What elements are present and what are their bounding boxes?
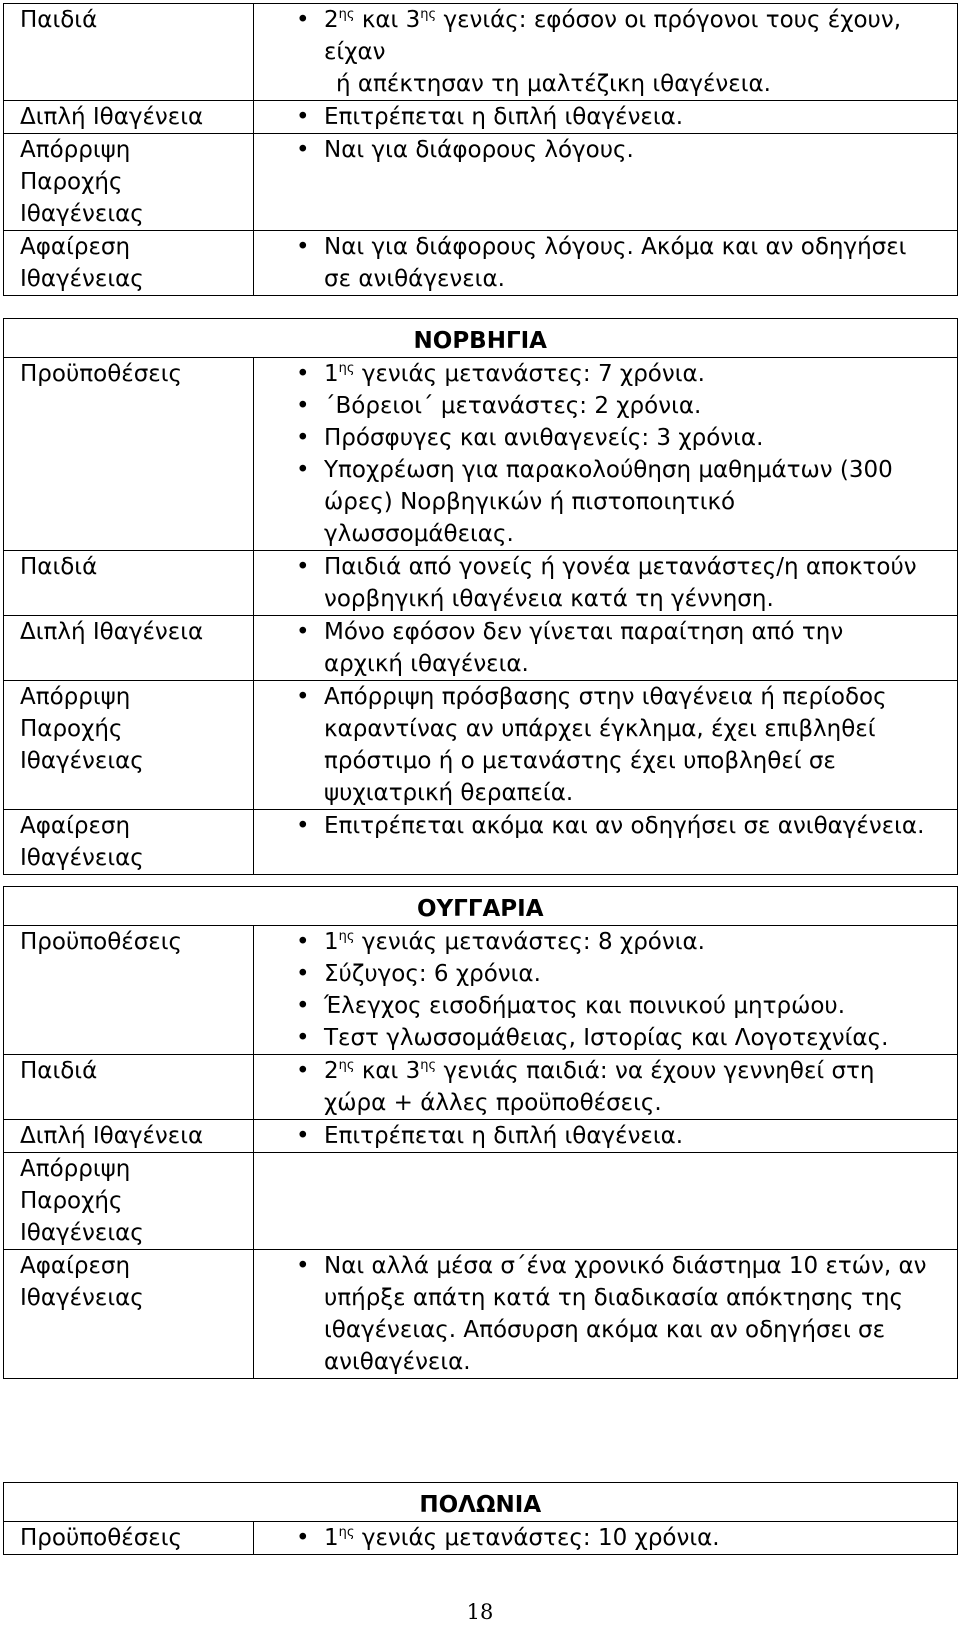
list-item (254, 681, 957, 809)
row-requirements (4, 1522, 958, 1555)
list-item (254, 551, 957, 615)
item-line: πρόστιμο ή ο μετανάστης έχει υποβληθεί σε (324, 748, 836, 774)
item-line: • Ναι για διάφορους λόγους. Ακόμα και αν οδηγήσει (324, 234, 907, 260)
row-label: Απόρριψη (20, 684, 131, 710)
malta-continuation-table (3, 3, 958, 296)
row-requirements (4, 926, 958, 1055)
row-dual-citizenship (4, 1120, 958, 1153)
item-line: • $2^{\eta\varsigma}$ και $3^{\eta\varsigma}$ γενιάς: εφόσον οι πρόγονοι τους έχουν, (324, 7, 902, 33)
item-line: νορβηγική ιθαγένεια κατά τη γέννηση. (324, 586, 774, 612)
list-item: • Επιτρέπεται η διπλή ιθαγένεια. (254, 101, 957, 133)
item-line: • Μόνο εφόσον δεν γίνεται παραίτηση από την (324, 619, 844, 645)
list-item (254, 231, 957, 295)
list-item: • ΄Βόρειοι΄ μετανάστες: 2 χρόνια. (254, 390, 957, 422)
list-item: • Επιτρέπεται ακόμα και αν οδηγήσει σε ανιθαγένεια. (254, 810, 957, 842)
list-item: • Σύζυγος: 6 χρόνια. (254, 958, 957, 990)
row-label: Διπλή Ιθαγένεια (20, 1123, 204, 1149)
item-line: • Απόρριψη πρόσβασης στην ιθαγένεια ή περίοδος (324, 684, 887, 710)
row-label: Παροχής (20, 1188, 123, 1214)
item-line: αρχική ιθαγένεια. (324, 651, 529, 677)
row-dual-citizenship (4, 616, 958, 681)
item-line: • Παιδιά από γονείς ή γονέα μετανάστες/η αποκτούν (324, 554, 917, 580)
row-label: Ιθαγένειας (20, 748, 144, 774)
row-label: Απόρριψη (20, 1156, 131, 1182)
list-item: • Επιτρέπεται η διπλή ιθαγένεια. (254, 1120, 957, 1152)
row-label: Αφαίρεση (20, 813, 131, 839)
row-label: Παροχής (20, 716, 123, 742)
list-item (254, 1055, 957, 1119)
poland-table (3, 1482, 958, 1555)
row-label: Προϋποθέσεις (20, 361, 182, 387)
item-line: είχαν (324, 39, 386, 65)
row-children (4, 4, 958, 101)
title-row (4, 319, 958, 358)
row-label: Ιθαγένειας (20, 1285, 144, 1311)
row-children (4, 1055, 958, 1120)
row-label: Παιδιά (20, 7, 98, 33)
row-dual-citizenship (4, 101, 958, 134)
row-label: Προϋποθέσεις (20, 1525, 182, 1551)
item-line: καραντίνας αν υπάρχει έγκλημα, έχει επιβληθεί (324, 716, 876, 742)
row-label: Παιδιά (20, 554, 98, 580)
item-line: χώρα + άλλες προϋποθέσεις. (324, 1090, 662, 1116)
list-item: • $1^{\eta\varsigma}$ γενιάς μετανάστες: 7 χρόνια. (254, 358, 957, 390)
row-revocation (4, 1250, 958, 1379)
row-label: Απόρριψη (20, 137, 131, 163)
item-line: • Υποχρέωση για παρακολούθηση μαθημάτων (300 (324, 457, 893, 483)
item-line: υπήρξε απάτη κατά τη διαδικασία απόκτησης της (324, 1285, 903, 1311)
item-line: ιθαγένειας. Απόσυρση ακόμα και αν οδηγήσει σε (324, 1317, 886, 1343)
row-label: Αφαίρεση (20, 234, 131, 260)
item-line: • $2^{\eta\varsigma}$ και $3^{\eta\varsigma}$ γενιάς παιδιά: να έχουν γεννηθεί στη (324, 1058, 875, 1084)
row-label: Διπλή Ιθαγένεια (20, 104, 204, 130)
list-item: • Πρόσφυγες και ανιθαγενείς: 3 χρόνια. (254, 422, 957, 454)
row-label: Παιδιά (20, 1058, 98, 1084)
list-item (254, 454, 957, 550)
norway-table (3, 318, 958, 875)
title-row (4, 1483, 958, 1522)
list-item (254, 1250, 957, 1378)
list-item: • $1^{\eta\varsigma}$ γενιάς μετανάστες: 10 χρόνια. (254, 1522, 957, 1554)
item-line: ψυχιατρική θεραπεία. (324, 780, 574, 806)
row-label: Παροχής (20, 169, 123, 195)
row-label: Προϋποθέσεις (20, 929, 182, 955)
title-row (4, 887, 958, 926)
item-line: σε ανιθάγενεια. (324, 266, 505, 292)
section-title: ΠΟΛΩΝΙΑ (419, 1492, 542, 1518)
row-refusal (4, 134, 958, 231)
row-refusal (4, 681, 958, 810)
row-children (4, 551, 958, 616)
row-revocation (4, 231, 958, 296)
list-item: • Έλεγχος εισοδήματος και ποινικού μητρώου. (254, 990, 957, 1022)
list-item (254, 4, 957, 100)
section-title: ΟΥΓΓΑΡΙΑ (416, 896, 544, 922)
section-title: ΝΟΡΒΗΓΙΑ (413, 328, 547, 354)
item-line: ή απέκτησαν τη μαλτέζικη ιθαγένεια. (336, 71, 771, 97)
row-refusal (4, 1153, 958, 1250)
row-label: Διπλή Ιθαγένεια (20, 619, 204, 645)
row-label: Αφαίρεση (20, 1253, 131, 1279)
list-item: • Ναι για διάφορους λόγους. (254, 134, 957, 166)
list-item: • Τεστ γλωσσομάθειας, Ιστορίας και Λογοτεχνίας. (254, 1022, 957, 1054)
list-item (254, 616, 957, 680)
item-line: ώρες) Νορβηγικών ή πιστοποιητικό γλωσσομάθειας. (324, 489, 736, 547)
row-label: Ιθαγένειας (20, 266, 144, 292)
row-requirements (4, 358, 958, 551)
page-number: 18 (466, 1600, 494, 1624)
row-label: Ιθαγένειας (20, 1220, 144, 1246)
list-item: • $1^{\eta\varsigma}$ γενιάς μετανάστες: 8 χρόνια. (254, 926, 957, 958)
row-label: Ιθαγένειας (20, 845, 144, 871)
row-label: Ιθαγένειας (20, 201, 144, 227)
item-line: • Ναι αλλά μέσα σ΄ένα χρονικό διάστημα 10 ετών, αν (324, 1253, 927, 1279)
hungary-table (3, 886, 958, 1379)
row-revocation (4, 810, 958, 875)
item-line: ανιθαγένεια. (324, 1349, 471, 1375)
